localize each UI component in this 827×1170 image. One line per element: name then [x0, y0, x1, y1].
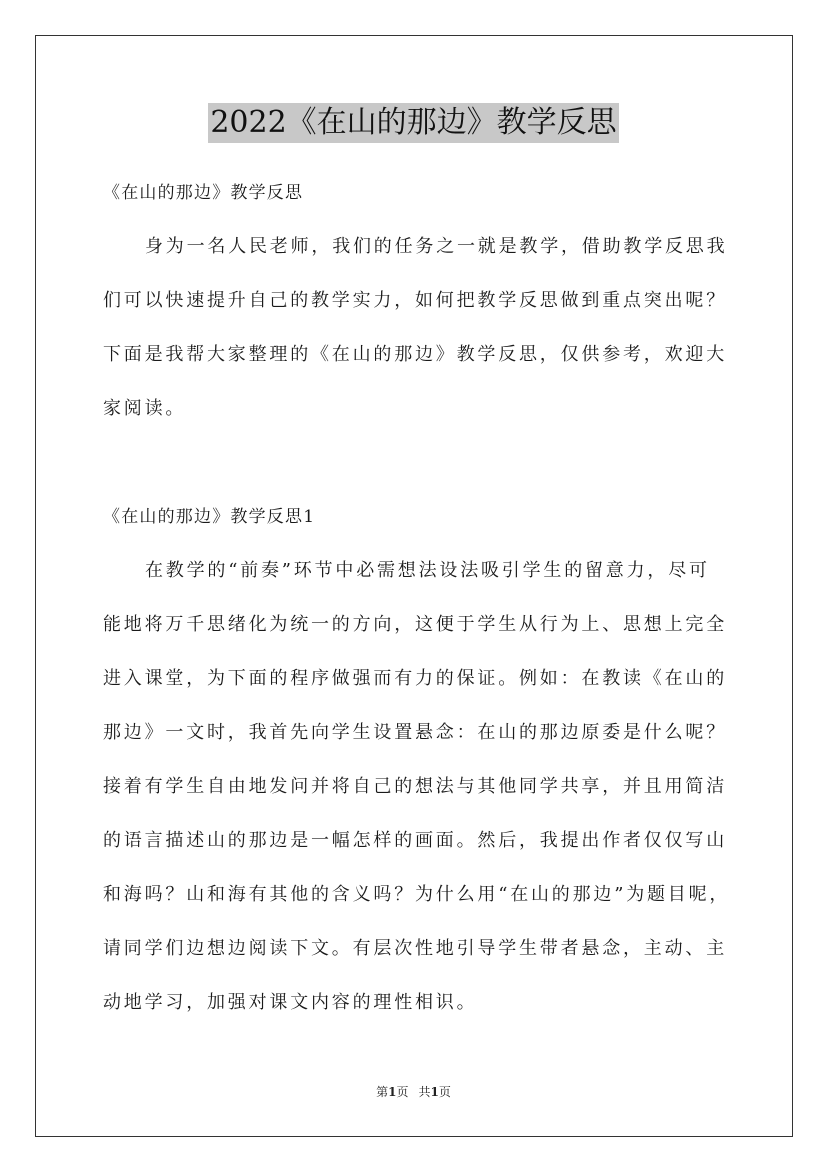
paragraph-line: 们可以快速提升自己的教学实力，如何把教学反思做到重点突出呢？: [103, 290, 727, 311]
page-footer: [0, 1083, 827, 1100]
paragraph-line: 的语言描述山的那边是一幅怎样的画面。然后，我提出作者仅仅写山: [103, 830, 727, 851]
paragraph-line: 动地学习，加强对课文内容的理性相识。: [103, 992, 478, 1013]
paragraph-line: 下面是我帮大家整理的《在山的那边》教学反思，仅供参考，欢迎大: [103, 344, 727, 365]
page-number: 1: [388, 1085, 397, 1099]
document-body: [103, 166, 783, 1030]
document-title: 2022《在山的那边》教学反思: [208, 103, 618, 143]
total-pages: 1: [430, 1085, 439, 1099]
paragraph-line: 在教学的“前奏”环节中必需想法设法吸引学生的留意力，尽可: [145, 560, 710, 581]
section-paragraph: [103, 544, 783, 1030]
intro-heading: 《在山的那边》教学反思: [103, 183, 304, 203]
total-prefix: 共: [418, 1085, 431, 1099]
blank-line: [103, 436, 783, 490]
title-container: [0, 103, 827, 143]
section-heading: 《在山的那边》教学反思1: [103, 507, 316, 527]
paragraph-line: 和海吗？山和海有其他的含义吗？为什么用“在山的那边”为题目呢，: [103, 884, 731, 905]
paragraph-line: 接着有学生自由地发问并将自己的想法与其他同学共享，并且用简洁: [103, 776, 727, 797]
total-suffix: 页: [438, 1085, 451, 1099]
page-suffix: 页: [396, 1085, 409, 1099]
paragraph-line: 那边》一文时，我首先向学生设置悬念：在山的那边原委是什么呢？: [103, 722, 727, 743]
paragraph-line: 身为一名人民老师，我们的任务之一就是教学，借助教学反思我: [145, 236, 728, 257]
paragraph-line: 进入课堂，为下面的程序做强而有力的保证。例如：在教读《在山的: [103, 668, 727, 689]
paragraph-line: 请同学们边想边阅读下文。有层次性地引导学生带者悬念，主动、主: [103, 938, 727, 959]
intro-paragraph: [103, 220, 783, 436]
paragraph-line: 家阅读。: [103, 398, 187, 419]
paragraph-line: 能地将万千思绪化为统一的方向，这便于学生从行为上、思想上完全: [103, 614, 727, 635]
page-prefix: 第: [376, 1085, 389, 1099]
